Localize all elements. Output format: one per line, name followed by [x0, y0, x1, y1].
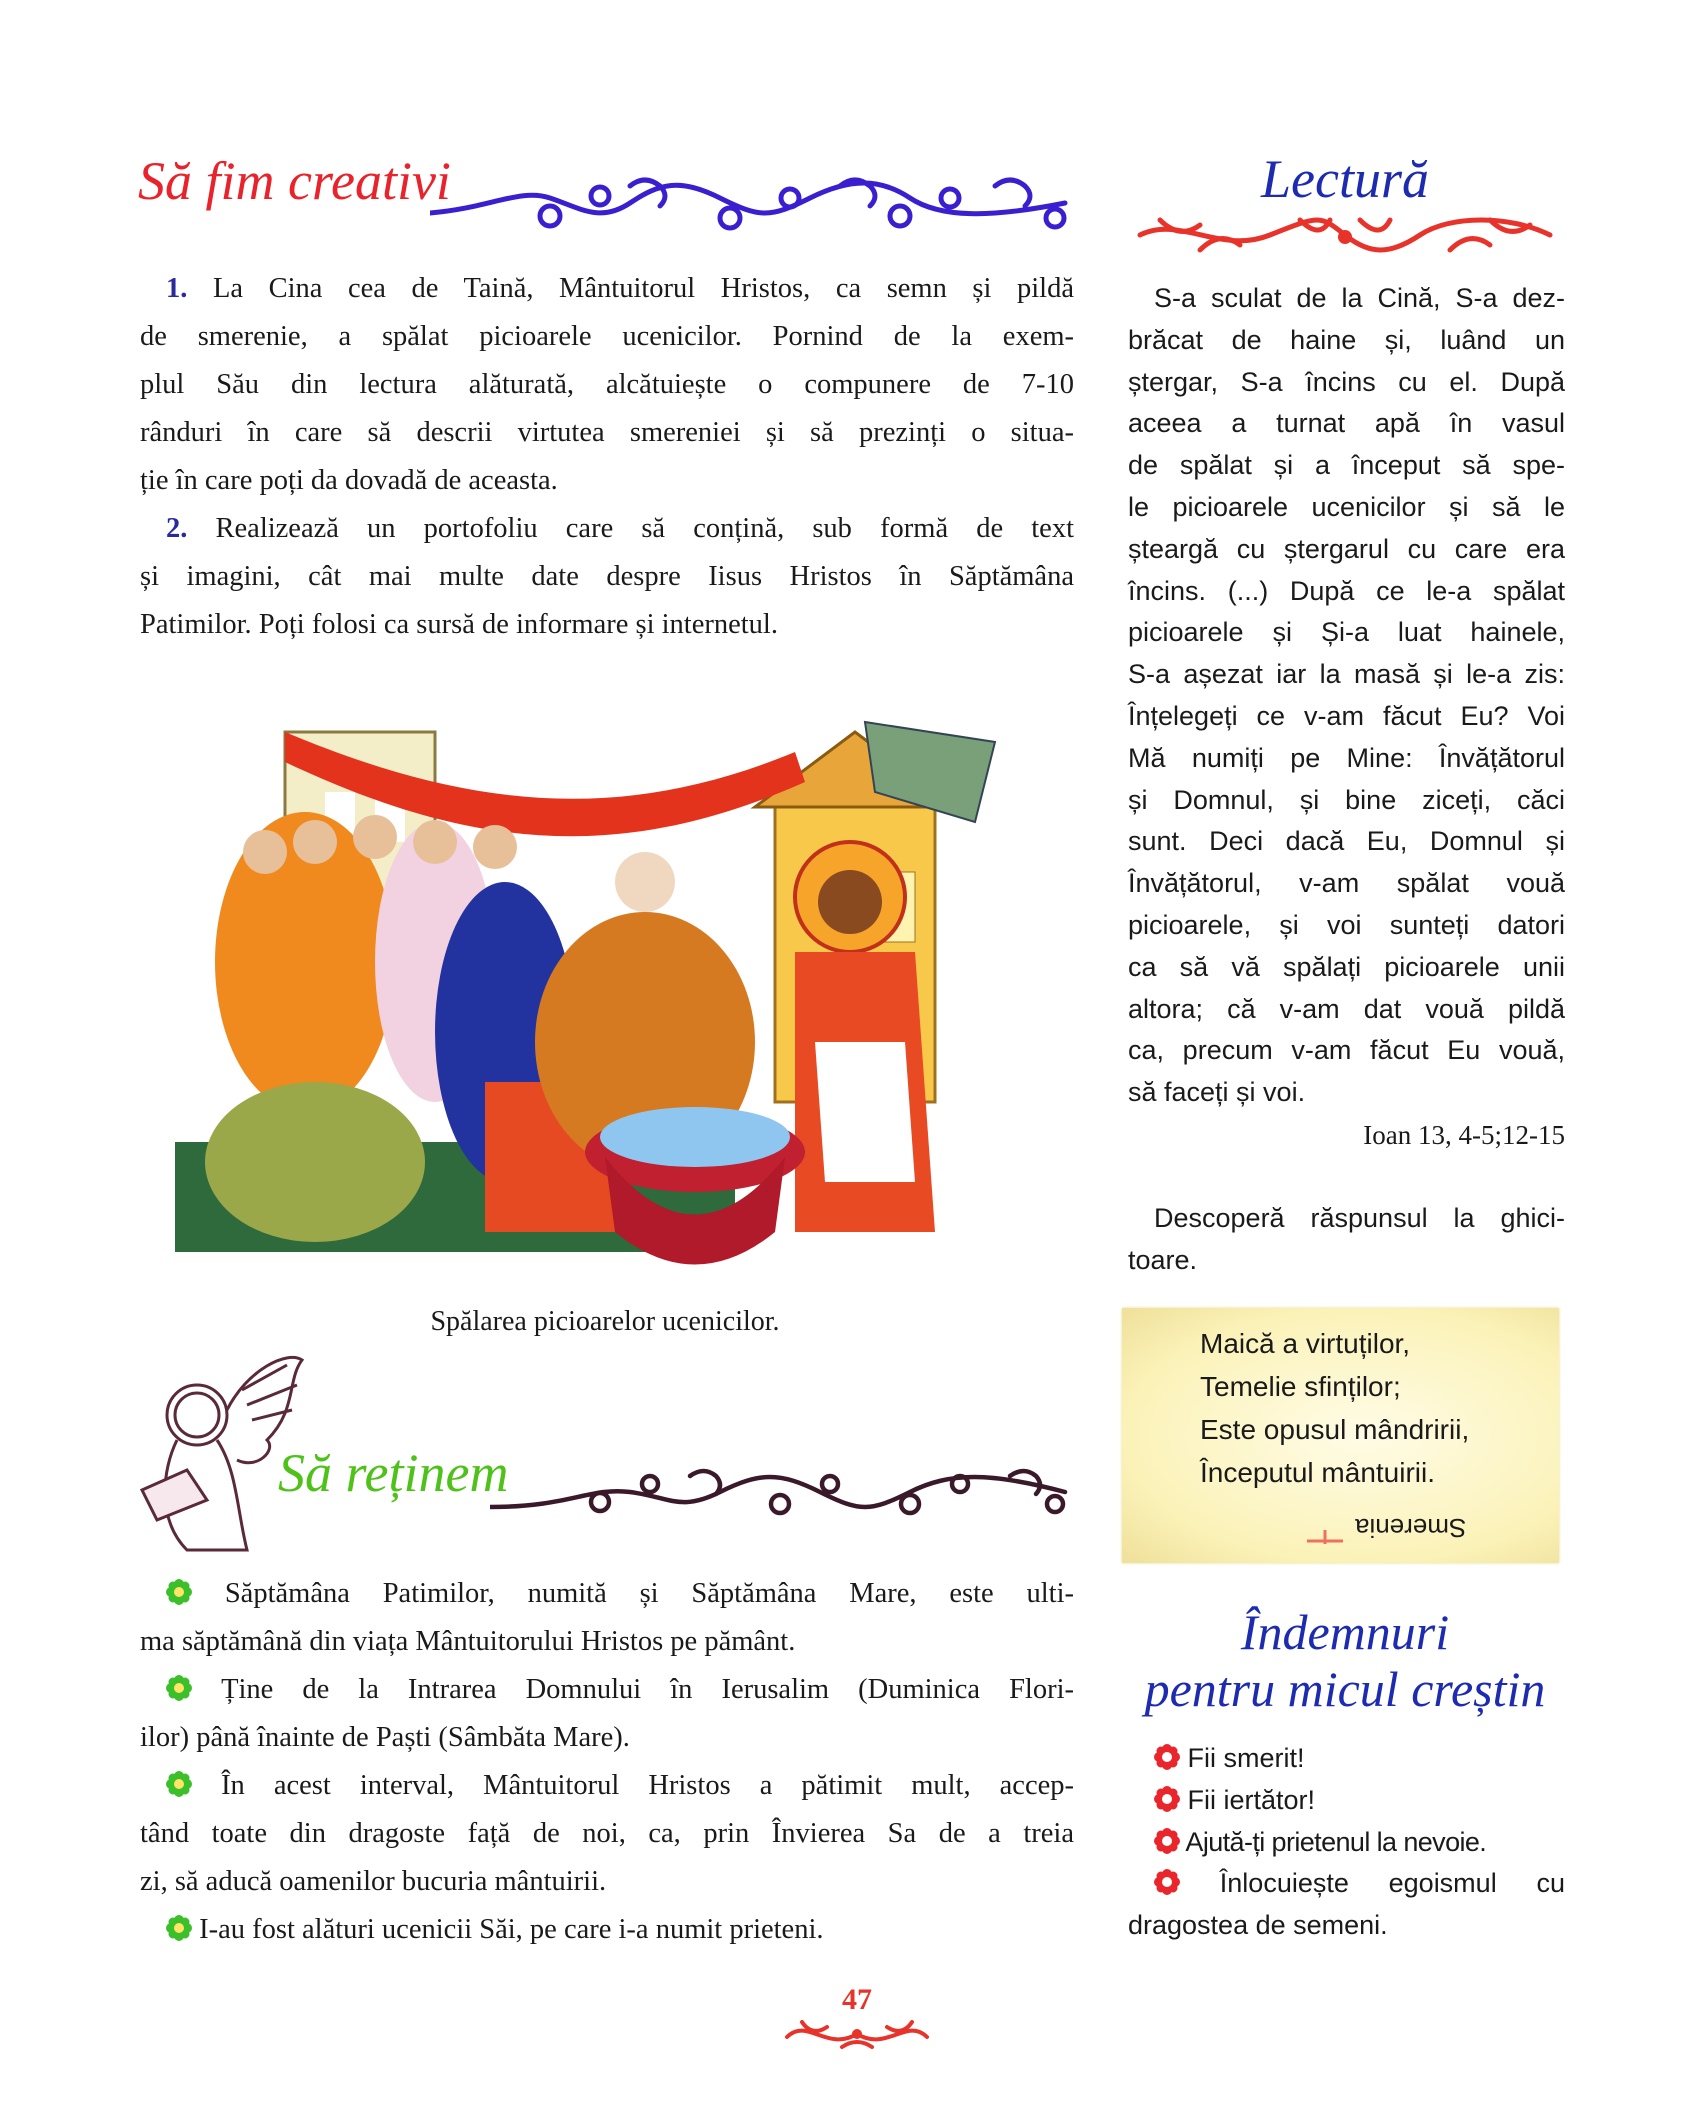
text-line: Fii iertător!: [1187, 1784, 1316, 1815]
text-line: altora; că v-am dat vouă pildă: [1128, 993, 1565, 1024]
text-line: le picioarele ucenicilor și să le: [1128, 491, 1565, 522]
text-line: toare.: [1128, 1244, 1198, 1275]
red-flower-icon: [1154, 1786, 1180, 1812]
riddle-line: Începutul mântuirii.: [1200, 1457, 1436, 1488]
text-line: Ține de la Intrarea Domnului în Ierusalim (Duminica Flori-: [221, 1674, 1074, 1705]
bullet-item: [140, 1570, 1074, 1618]
bullet-item: [140, 1666, 1074, 1714]
advice-item: [1128, 1780, 1565, 1822]
section-title-sa-retinem: Să reținem: [278, 1443, 509, 1503]
text-line: ca să vă spălați picioarele unii: [1128, 951, 1565, 982]
riddle-answer-upside-down: Smerenia: [1355, 1513, 1467, 1543]
exercise-number: 1.: [166, 273, 188, 304]
section-title-lectura: Lectură: [1261, 149, 1429, 209]
text-line: ca, precum v-am făcut Eu vouă,: [1128, 1035, 1565, 1066]
icon-illustration-foot-washing: [175, 712, 1050, 1297]
riddle-line: Maică a virtuților,: [1200, 1328, 1411, 1359]
text-line: ma săptămână din viața Mântuitorului Hristos pe pământ.: [140, 1626, 796, 1657]
text-line: S-a sculat de la Cină, S-a dez-: [1154, 283, 1565, 313]
exercise-1: [140, 265, 1074, 649]
text-line: Patimilor. Poți folosi ca sursă de informare și internetul.: [140, 609, 778, 640]
text-line: brăcat de haine și, luând un: [1128, 324, 1565, 355]
text-line: șteargă cu ștergarul cu care era: [1128, 533, 1565, 564]
advice-item: [1128, 1738, 1565, 1780]
advice-item: [1128, 1822, 1565, 1864]
text-line: picioarele și Și-a luat hainele,: [1128, 617, 1565, 648]
text-line: S-a așezat iar la masă și le-a zis:: [1128, 659, 1565, 690]
green-flower-icon: [166, 1915, 192, 1941]
red-flower-icon: [1154, 1869, 1180, 1895]
ornament-blue-icon: [430, 168, 1070, 238]
text-line: aceea a turnat apă în vasul: [1128, 408, 1565, 439]
advice-item: [1128, 1863, 1565, 1905]
red-flower-icon: [1154, 1744, 1180, 1770]
text-line: În acest interval, Mântuitorul Hristos a pătimit mult, accep-: [221, 1770, 1074, 1801]
text-line: tând toate din dragoste față de noi, ca, prin Învierea Sa de a treia: [140, 1818, 1074, 1849]
advice-list: [1128, 1738, 1565, 1947]
green-flower-icon: [166, 1579, 192, 1605]
reading-text: [1128, 278, 1565, 1114]
text-line: ștergar, S-a încins cu el. După: [1128, 366, 1565, 397]
text-line: La Cina cea de Taină, Mântuitorul Hristos, ca semn și pildă: [212, 273, 1074, 304]
section-title-sa-fim-creativi: Să fim creativi: [138, 151, 451, 211]
riddle-line: Temelie sfinților;: [1200, 1371, 1401, 1402]
text-line: Mă numiți pe Mine: Învățătorul: [1128, 742, 1565, 773]
text-line: de smerenie, a spălat picioarele ucenicilor. Pornind de la exem-: [140, 321, 1074, 352]
text-line: să faceți și voi.: [1128, 1077, 1306, 1108]
text-line: încins. (...) După ce le-a spălat: [1128, 575, 1565, 606]
image-caption: Spălarea picioarelor ucenicilor.: [430, 1306, 780, 1337]
page-number-ornament-icon: [782, 2012, 932, 2057]
page-number: 47: [842, 1983, 872, 2016]
retinem-bullets: [140, 1570, 1074, 1954]
exercise-number: 2.: [166, 513, 188, 544]
text-line: zi, să aducă oamenilor bucuria mântuirii.: [140, 1866, 607, 1897]
text-line: Înțelegeți ce v-am făcut Eu? Voi: [1128, 700, 1565, 731]
bullet-item: [140, 1906, 1074, 1954]
text-line: rânduri în care să descrii virtutea smereniei și să prezinți o situa-: [140, 417, 1074, 448]
text-line: sunt. Deci dacă Eu, Domnul și: [1128, 826, 1565, 857]
text-line: de spălat și a început să spe-: [1128, 450, 1565, 481]
text-line: Înlocuiește egoismul cu: [1219, 1868, 1565, 1899]
green-flower-icon: [166, 1771, 192, 1797]
text-line: dragostea de semeni.: [1128, 1910, 1388, 1941]
text-line: I-au fost alături ucenicii Săi, pe care i-a numit prieteni.: [199, 1914, 824, 1945]
text-line: Săptămâna Patimilor, numită și Săptămâna Mare, este ulti-: [224, 1578, 1074, 1609]
advice-title-line-2: pentru micul creștin: [1144, 1661, 1546, 1717]
red-flower-icon: [1154, 1828, 1180, 1854]
riddle-line: Este opusul mândririi,: [1200, 1414, 1470, 1445]
text-line: ție în care poți da dovadă de aceasta.: [140, 465, 558, 496]
ornament-dark-icon: [490, 1462, 1070, 1522]
text-line: plul Său din lectura alăturată, alcătuiește o compunere de 7-10: [140, 369, 1074, 400]
red-cross-ornament-icon: [1305, 1526, 1345, 1546]
riddle-prompt: [1128, 1198, 1565, 1282]
bible-reference: Ioan 13, 4-5;12-15: [1363, 1120, 1565, 1150]
text-line: Învățătorul, v-am spălat vouă: [1128, 868, 1565, 899]
advice-title-line-1: Îndemnuri: [1240, 1604, 1450, 1660]
text-line: Descoperă răspunsul la ghici-: [1154, 1203, 1565, 1233]
text-line: Realizează un portofoliu care să conțină, sub formă de text: [215, 513, 1075, 544]
text-line: Ajută-ți prietenul la nevoie.: [1185, 1826, 1487, 1857]
bullet-item: [140, 1762, 1074, 1810]
green-flower-icon: [166, 1675, 192, 1701]
text-line: picioarele, și voi sunteți datori: [1128, 909, 1565, 940]
text-line: Fii smerit!: [1187, 1743, 1305, 1773]
ornament-red-icon: [1130, 205, 1560, 260]
text-line: ilor) până înainte de Paști (Sâmbăta Mare).: [140, 1722, 630, 1753]
text-line: și Domnul, și bine ziceți, căci: [1128, 784, 1565, 815]
riddle-box: [1122, 1308, 1559, 1563]
text-line: și imagini, cât mai multe date despre Iisus Hristos în Săptămâna: [140, 561, 1074, 592]
